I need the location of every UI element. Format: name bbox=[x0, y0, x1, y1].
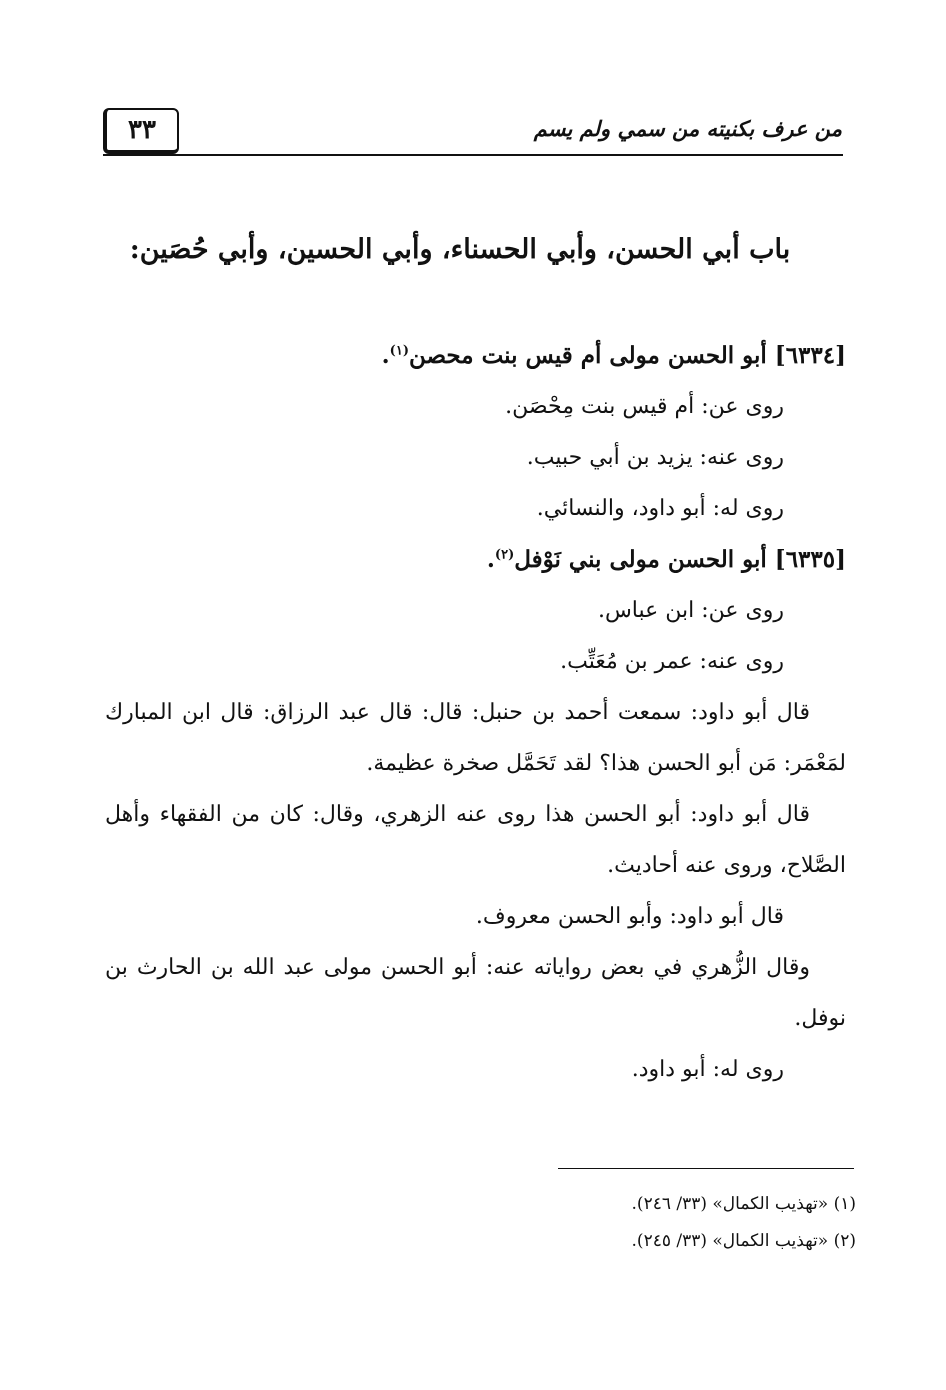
narrated-from: روى عن: أم قيس بنت مِحْصَن. bbox=[505, 394, 784, 419]
narrated-from: روى عن: ابن عباس. bbox=[597, 598, 784, 623]
entry-name: أبو الحسن مولى أم قيس بنت محصن bbox=[408, 342, 767, 369]
footnotes bbox=[632, 1186, 856, 1260]
page-number-box bbox=[103, 108, 179, 154]
paragraph: قال أبو داود: وأبو الحسن معروف. bbox=[475, 904, 784, 929]
paragraph: روى له: أبو داود. bbox=[631, 1057, 784, 1082]
footnote-ref: (٢) bbox=[494, 547, 515, 563]
paragraph: وقال الزُّهري في بعض رواياته عنه: أبو الحسن مولى عبد الله بن الحارث بن نوفل. bbox=[105, 955, 846, 1031]
footnote: (١) «تهذيب الكمال» (٣٣/ ٢٤٦). bbox=[631, 1194, 856, 1214]
narrated-for: روى له: أبو داود، والنسائي. bbox=[536, 496, 784, 521]
paragraph: قال أبو داود: سمعت أحمد بن حنبل: قال: قال عبد الرزاق: قال ابن المبارك لمَعْمَر: مَن أبو الحسن هذا؟ لقد تَحَمَّل صخرة عظيمة. bbox=[105, 700, 846, 776]
page-number: ٣٣ bbox=[128, 115, 156, 145]
footnote-rule bbox=[558, 1168, 854, 1169]
running-title: من عرف بكنيته من سمي ولم يسم bbox=[533, 116, 842, 141]
paragraph: قال أبو داود: أبو الحسن هذا روى عنه الزهري، وقال: كان من الفقهاء وأهل الصَّلاح، وروى عنه أحاديث. bbox=[105, 802, 846, 878]
footnote-ref: (١) bbox=[389, 343, 409, 359]
entry-number: [٦٣٣٥] bbox=[774, 546, 846, 573]
entry-heading: [٦٣٣٥] أبو الحسن مولى بني نَوْفل$^{(٢)}$. bbox=[486, 546, 846, 573]
narrated-by: روى عنه: يزيد بن أبي حبيب. bbox=[526, 445, 784, 470]
footnote: (٢) «تهذيب الكمال» (٣٣/ ٢٤٥). bbox=[631, 1231, 856, 1251]
entry-name: أبو الحسن مولى بني نَوْفل bbox=[514, 546, 767, 573]
entry-number: [٦٣٣٤] bbox=[774, 342, 846, 369]
narrated-by: روى عنه: عمر بن مُعَتِّب. bbox=[560, 649, 784, 674]
header-rule bbox=[103, 154, 843, 156]
chapter-title: باب أبي الحسن، وأبي الحسناء، وأبي الحسين، وأبي حُصَين: bbox=[129, 234, 791, 265]
page-body bbox=[105, 330, 846, 1095]
entry-heading: [٦٣٣٤] أبو الحسن مولى أم قيس بنت محصن$^{(١)}$. bbox=[381, 342, 846, 369]
